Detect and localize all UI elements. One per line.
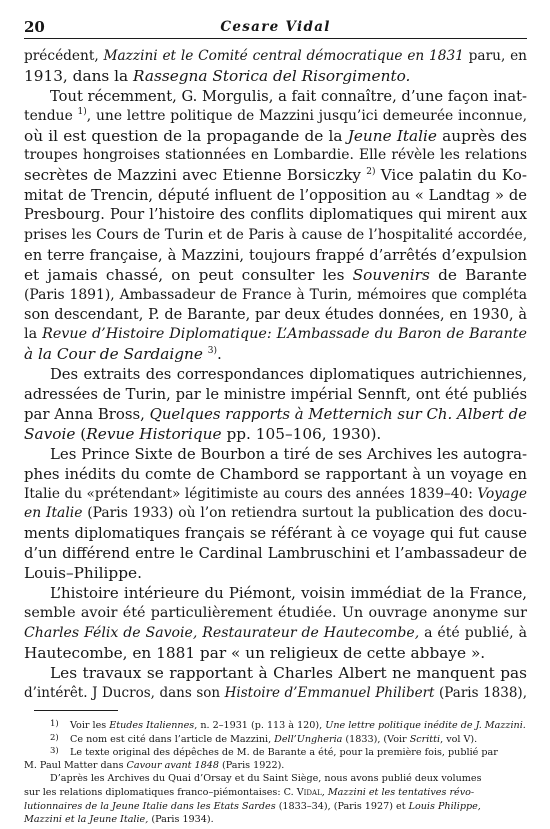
text-line: d’intérêt. J Ducros, dans son Histoire d’Emmanuel Philibert (Paris 1838), <box>24 684 527 701</box>
footnote-divider <box>34 710 118 711</box>
text-line: la Revue d’Histoire Diplomatique: L’Ambassade du Baron de Barante <box>24 326 527 343</box>
text-line: son descendant, P. de Barante, par deux études données, en 1930, à <box>24 306 527 323</box>
text-line: Savoie (Revue Historique pp. 105–106, 1930). <box>24 424 382 443</box>
footnote-3: 3) Le texte original des dépêches de M. de Barante a été, pour la première fois, publié par <box>50 746 498 759</box>
running-header <box>24 18 527 39</box>
text-line: troupes hongroises stationnées en Lombardie. Elle révèle les relations <box>24 147 527 164</box>
footnote-ref: 2) <box>366 167 376 178</box>
text-line: Presbourg. Pour l’histoire des conflits diplomatiques qui mirent aux <box>24 207 527 224</box>
footnote-ref: 3) <box>207 346 218 357</box>
paragraph-start: Les travaux se rapportant à Charles Albert ne manquent pas <box>50 663 527 682</box>
footnotes <box>24 718 527 827</box>
text-line: secrètes de Mazzini avec Etienne Borsiczky $^{2)}$ Vice palatin du Ko- <box>24 166 527 185</box>
text-line: tendue $^{1)}$, une lettre politique de Mazzini jusqu’ici demeurée inconnue, <box>24 106 527 124</box>
footnote-2: 2) Ce nom est cité dans l’article de Mazzini, Dell’Ungheria (1833), (Voir Scritti, vol V). <box>50 732 478 745</box>
text-line: Hautecombe, en 1881 par « un religieux de cette abbaye ». <box>24 643 486 662</box>
footnote-4: D’après les Archives du Quai d’Orsay et du Saint Siège, nous avons publié deux volumes <box>50 773 482 785</box>
footnote-3-cont: M. Paul Matter dans Cavour avant 1848 (Paris 1922). <box>24 759 285 771</box>
text-line: en terre française, à Mazzini, toujours frappé d’arrêtés d’expulsion <box>24 246 527 264</box>
text-line: Italie du «prétendant» légitimiste au cours des années 1839–40: Voyage <box>24 485 527 502</box>
main-text <box>24 47 527 703</box>
paragraph-start: Des extraits des correspondances diplomatiques autrichiennes, <box>50 366 527 384</box>
footnote-1: 1) Voir les Etudes Italiennes, n. 2–1931 (p. 113 à 120), Une lettre politique inédite de J. Mazzini. <box>50 719 526 731</box>
text-line: par Anna Bross, Quelques rapports à Metternich sur Ch. Albert de <box>24 405 527 424</box>
paragraph-start: Les Prince Sixte de Bourbon a tiré de ses Archives les autogra- <box>50 444 527 463</box>
footnote-ref: 1) <box>77 106 87 117</box>
text-line: Louis–Philippe. <box>24 564 142 583</box>
text-line: d’un différend entre le Cardinal Lambruschini et l’ambassadeur de <box>24 545 527 563</box>
text-line: semble avoir été particulièrement étudiée. Un ouvrage anonyme sur <box>24 604 527 621</box>
paragraph-start: L’histoire intérieure du Piémont, voisin immédiat de la France, <box>50 584 527 603</box>
text-line: ments diplomatiques français se référant à ce voyage qui fut cause <box>24 525 527 543</box>
footnote-4-cont: sur les relations diplomatiques franco–piémontaises: C. Vidal, Mazzini et les tentatives révo- <box>24 786 475 798</box>
paragraph-start: Tout récemment, G. Morgulis, a fait connaître, d’une façon inat- <box>50 87 527 105</box>
page-number: 20 <box>24 18 45 36</box>
running-title: Cesare Vidal <box>220 19 331 35</box>
text-line: phes inédits du comte de Chambord se rapportant à un voyage en <box>24 464 527 483</box>
footnote-4-cont: Mazzini et la Jeune Italie, (Paris 1934). <box>24 814 214 826</box>
text-line: en Italie (Paris 1933) où l’on retiendra surtout la publication des docu- <box>24 505 527 522</box>
text-line: où il est question de la propagande de la Jeune Italie auprès des <box>24 126 527 145</box>
text-line: (Paris 1891), Ambassadeur de France à Turin, mémoires que compléta <box>24 286 527 303</box>
text-line: 1913, dans la Rassegna Storica del Risorgimento. <box>24 66 411 85</box>
text-line: adressées de Turin, par le ministre impérial Sennft, ont été publiés <box>24 386 527 404</box>
text-line: mitat de Trencin, député influent de l’opposition au « Landtag » de <box>24 187 527 205</box>
text-line: précédent, Mazzini et le Comité central démocratique en 1831 paru, en <box>24 48 528 64</box>
text-line: et jamais chassé, on peut consulter les Souvenirs de Barante <box>24 265 527 284</box>
text-line: Charles Félix de Savoie, Restaurateur de Hautecombe, a été publié, à <box>24 624 527 641</box>
text-line: à la Cour de Sardaigne $^{3)}$. <box>24 345 222 364</box>
text-line: prises les Cours de Turin et de Paris à cause de l’hospitalité accordée, <box>24 227 528 244</box>
footnote-4-cont: lutionnaires de la Jeune Italie dans les Etats Sardes (1833–34), (Paris 1927) et Louis Philippe, <box>24 800 481 812</box>
